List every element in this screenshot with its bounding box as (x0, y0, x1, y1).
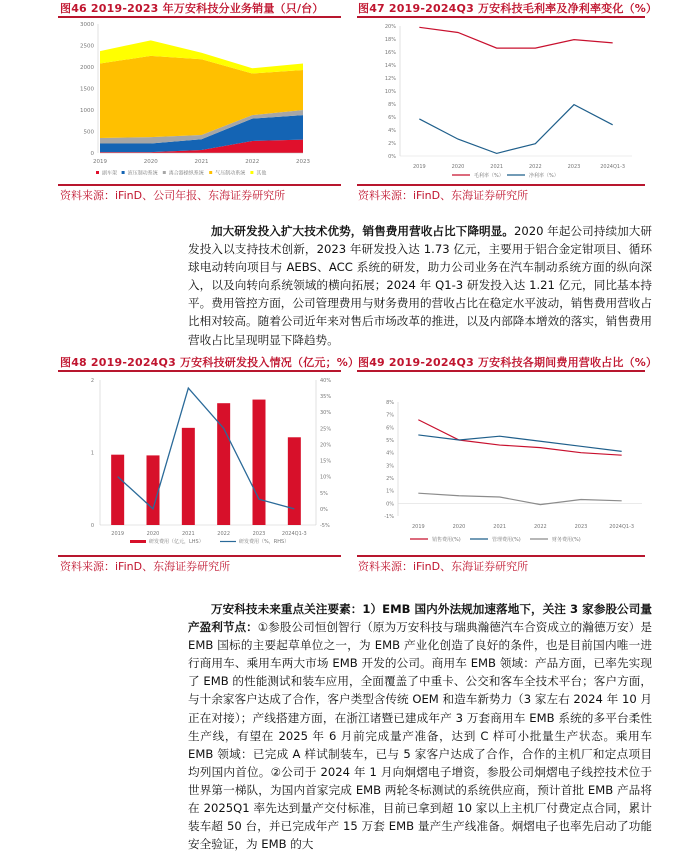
legend-label: 净利率（%） (529, 173, 559, 179)
x-tick-label: 2019 (412, 164, 426, 170)
bar (253, 400, 266, 525)
legend-swatch (130, 540, 146, 543)
y-tick-label: 8% (388, 102, 396, 108)
x-tick-label: 2021 (490, 164, 504, 170)
legend-label: 毛利率（%） (474, 173, 504, 179)
bar (288, 437, 301, 525)
y-tick-label: 4% (386, 450, 394, 457)
x-tick-label: 2020 (143, 159, 158, 165)
fig48-chart (60, 372, 350, 550)
fig47-title: 图47 2019-2024Q3 万安科技毛利率及净利率变化（%） (358, 2, 658, 15)
x-tick-label: 2019 (93, 159, 107, 165)
x-tick-label: 2020 (451, 164, 465, 170)
y-left-tick-label: 1 (90, 450, 94, 457)
paragraph-rd-lead: 加大研发投入扩大技术优势，销售费用营收占比下降明显。 (211, 224, 514, 238)
line-series (418, 420, 621, 455)
x-tick-label: 2023 (296, 159, 310, 165)
x-tick-label: 2022 (245, 159, 260, 165)
y-tick-label: 14% (384, 63, 396, 69)
legend-swatch (96, 171, 99, 174)
x-tick-label: 2022 (217, 531, 231, 537)
x-tick-label: 2024Q1-3 (609, 524, 635, 530)
x-tick-label: 2024Q1-3 (600, 164, 626, 170)
y-tick-label: 2500 (80, 43, 94, 50)
y-tick-label: 12% (384, 76, 396, 82)
paragraph-focus-body: ①参股公司恒创智行（原为万安科技与瑞典瀚德汽车合资成立的瀚德万安）是 EMB 国标的主要起草单位之一，为 EMB 产业化创造了良好的条件，也是目前国内唯一进行商用车、乘用车两大市场 EMB 开发的公司。商用车 EMB 领域：产品方面，已率先实现了 EMB 的性能测试和装车应用，全面覆盖了中重卡、公交和客车全技术平台；客户方面，与十余家客户达成了合作，客户类型含传统 OEM 和造车新势力（3 家左右 2024 年 10 月正在对接）；产线搭建方面，在浙江诸暨已建成年产 3 万套商用车 EMB 系统的多平台柔性生产线，有望在 2025 年 6 月前完成量产准备，达到 C 样可小批量生产状态。乘用车 EMB 领域：已完成 A 样试制装车，已与 5 家客户达成了合作，合作的主机厂和定点项目均列国内首位。②公司于 2024 年 1 月向炯熠电子增资，参股公司炯熠电子线控技术位于世界第一梯队，为国内首家完成 EMB 两轮冬标测试的系统供应商，预计首批 EMB 产品将在 2025Q1 率先达到量产交付标准，目前已拿到超 10 家以上主机厂付费定点合同，累计装车超 50 台，并已完成年产 15 万套 EMB 量产生产线准备。炯熠电子也率先启动了功能安全验证，为 EMB 的大 (188, 620, 652, 852)
fig46-source: 资料来源：iFinD、公司年报、东海证券研究所 (60, 189, 286, 202)
x-tick-label: 2022 (533, 524, 547, 530)
line-series (419, 105, 612, 154)
y-tick-label: 6% (388, 115, 396, 121)
paragraph-future-focus (188, 600, 652, 853)
legend-swatch (209, 171, 212, 174)
x-tick-label: 2020 (146, 531, 160, 537)
y-tick-label: 1% (386, 488, 394, 495)
y-right-tick-label: 30% (320, 410, 332, 417)
paragraph-rd-body: 2020 年起公司持续加大研发投入以支持技术创新，2023 年研发投入达 1.73 亿元，主要用于铝合金定钳项目、循环球电动转向项目与 AEBS、ACC 系统的研发，助力公司业务在汽车制动系统方面的纵向深入，以及向转向系统领域的横向拓展；2024 年 Q1-3 研发投入达 1.21 亿元，同比基本持平。费用管控方面，公司管理费用与财务费用的营收占比在稳定水平波动，销售费用营收占比相对较高。随着公司近年来对售后市场改革的推进，以及内部降本增效的落实，销售费用营收占比呈现明显下降趋势。 (188, 224, 652, 347)
y-tick-label: 4% (388, 128, 396, 134)
fig47-title-rule (357, 16, 645, 18)
legend-label: 气压制动系统 (215, 170, 246, 177)
y-tick-label: 8% (386, 400, 394, 406)
y-right-tick-label: 25% (320, 426, 332, 433)
y-tick-label: 10% (384, 89, 396, 95)
y-tick-label: -1% (384, 514, 394, 520)
y-tick-label: 3000 (80, 22, 94, 28)
bar (217, 403, 230, 525)
y-left-tick-label: 2 (90, 378, 94, 384)
fig46-chart (60, 18, 340, 180)
legend-label: 离合器操纵系统 (168, 170, 204, 177)
fig47-source: 资料来源：iFinD、东海证券研究所 (358, 189, 529, 202)
y-right-tick-label: 35% (320, 394, 332, 401)
fig47-chart (360, 20, 645, 182)
x-tick-label: 2024Q1-3 (281, 531, 307, 537)
y-tick-label: 18% (384, 37, 396, 43)
paragraph-rd-investment (188, 222, 652, 349)
y-tick-label: 20% (384, 24, 396, 30)
y-tick-label: 2000 (80, 65, 94, 71)
line-series (418, 435, 621, 451)
y-tick-label: 3% (386, 463, 394, 470)
y-tick-label: 500 (83, 129, 94, 136)
fig48-source-rule (58, 555, 341, 557)
x-tick-label: 2020 (452, 524, 466, 530)
fig49-title-rule (357, 370, 645, 372)
legend-label: 研发费用（%，RHS） (239, 539, 290, 545)
y-tick-label: 2% (388, 141, 396, 147)
legend-label: 其他 (256, 170, 267, 177)
legend-label: 副车架 (102, 170, 118, 177)
fig49-chart (360, 380, 645, 550)
legend-swatch (122, 171, 125, 174)
fig46-source-rule (58, 184, 341, 186)
x-tick-label: 2022 (528, 164, 542, 170)
y-right-tick-label: -5% (320, 523, 330, 529)
y-left-tick-label: 0 (90, 523, 94, 529)
line-series (419, 27, 612, 48)
x-tick-label: 2023 (567, 164, 581, 170)
x-tick-label: 2019 (411, 524, 425, 530)
y-tick-label: 5% (386, 438, 394, 444)
bar (111, 455, 124, 525)
x-tick-label: 2021 (181, 531, 195, 537)
fig49-source-rule (357, 555, 645, 557)
legend-swatch (250, 171, 253, 174)
fig48-source: 资料来源：iFinD、东海证券研究所 (60, 560, 231, 573)
legend-label: 销售费用(%) (432, 537, 461, 543)
bar (147, 455, 160, 525)
y-right-tick-label: 10% (320, 474, 332, 481)
y-tick-label: 0% (386, 501, 394, 508)
x-tick-label: 2019 (111, 531, 125, 537)
fig47-source-rule (357, 184, 645, 186)
y-tick-label: 0 (90, 151, 94, 157)
y-tick-label: 16% (384, 50, 396, 56)
x-tick-label: 2023 (252, 531, 266, 537)
x-tick-label: 2021 (194, 159, 209, 165)
fig48-title: 图48 2019-2024Q3 万安科技研发投入情况（亿元；%） (60, 356, 360, 369)
legend-label: 财务费用(%) (552, 537, 581, 543)
x-tick-label: 2023 (574, 524, 588, 530)
x-tick-label: 2021 (493, 524, 507, 530)
y-right-tick-label: 40% (320, 378, 332, 384)
y-tick-label: 0% (388, 154, 396, 160)
y-tick-label: 1500 (80, 86, 94, 93)
y-tick-label: 7% (386, 412, 394, 419)
line-series (418, 493, 621, 504)
y-tick-label: 6% (386, 425, 394, 432)
bar (182, 428, 195, 525)
legend-swatch (163, 171, 166, 174)
line-series (118, 388, 295, 509)
y-right-tick-label: 20% (320, 442, 332, 449)
y-tick-label: 2% (386, 476, 394, 482)
y-right-tick-label: 0% (320, 506, 328, 513)
paragraph-focus-lead: 万安科技未来重点关注要素：1）EMB 国内外法规加速落地下，关注 3 家参股公司量产盈利节点： (188, 602, 652, 635)
y-right-tick-label: 15% (320, 458, 332, 465)
y-right-tick-label: 5% (320, 490, 328, 497)
legend-label: 研发费用（亿元，LHS） (149, 539, 204, 545)
y-tick-label: 1000 (80, 108, 94, 114)
fig46-title: 图46 2019-2023 年万安科技分业务销量（只/台） (60, 2, 324, 15)
legend-label: 管理费用(%) (492, 537, 521, 543)
fig49-source: 资料来源：iFinD、东海证券研究所 (358, 560, 529, 573)
fig49-title: 图49 2019-2024Q3 万安科技各期间费用营收占比（%） (358, 356, 658, 369)
legend-label: 液压制动系统 (127, 170, 158, 177)
